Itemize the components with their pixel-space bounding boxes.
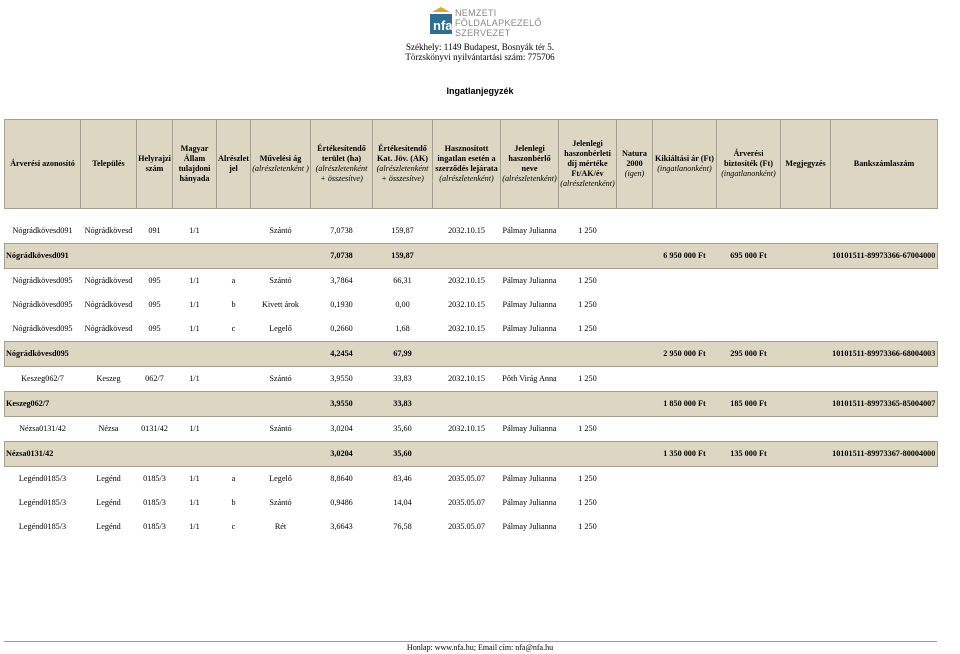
table-cell (717, 269, 781, 294)
table-cell: 159,87 (391, 226, 414, 235)
table-cell: 10101511-89973366-67004000 (831, 244, 938, 269)
table-cell: a (231, 276, 236, 285)
table-cell: 76,58 (393, 522, 412, 531)
table-cell: 1/1 (189, 522, 200, 531)
table-cell: 1/1 (189, 424, 200, 433)
table-cell (433, 442, 501, 467)
logo-line: SZERVEZET (455, 28, 511, 38)
table-header (5, 120, 938, 209)
table-cell: Pálmay Julianna (502, 226, 557, 235)
table-cell (501, 442, 559, 467)
table-cell (781, 244, 831, 269)
col-header: Értékesítendő terület (ha) (alrészletenként + összesítve) (311, 120, 373, 209)
table-cell: 095 (148, 300, 161, 309)
table-cell (433, 244, 501, 269)
table-cell: 1,68 (395, 324, 410, 333)
table-cell: 83,46 (393, 474, 412, 483)
table-cell (617, 293, 653, 317)
table-cell: Nógrádkövesd (84, 276, 133, 285)
table-cell: Nógrádkövesd095 (12, 300, 73, 309)
col-header: Helyrajzi szám (137, 120, 173, 209)
table-cell (653, 293, 717, 317)
table-row (5, 317, 938, 342)
table-cell (217, 219, 251, 244)
table-cell: Nézsa0131/42 (5, 442, 311, 467)
table-cell (831, 219, 938, 244)
table-cell: 0,2660 (330, 324, 353, 333)
table-cell: 0131/42 (141, 424, 168, 433)
property-table (4, 119, 938, 539)
table-cell: 1/1 (189, 474, 200, 483)
col-header: Árverési biztosíték (Ft) (ingatlanonként) (717, 120, 781, 209)
col-header: Megjegyzés (781, 120, 831, 209)
table-cell: Legénd (96, 522, 121, 531)
col-header: Jelenlegi haszonbérleti díj mértéke Ft/AK/év (alrészletenként) (559, 120, 617, 209)
table-cell: 0185/3 (143, 522, 166, 531)
table-cell (831, 317, 938, 342)
table-cell (653, 367, 717, 392)
table-body (5, 209, 938, 540)
table-cell: Nógrádkövesd (84, 226, 133, 235)
table-cell: 1 250 (578, 522, 597, 531)
table-cell (617, 467, 653, 492)
table-cell: Szántó (269, 276, 292, 285)
table-cell (831, 515, 938, 539)
table-cell: 0185/3 (143, 474, 166, 483)
table-cell: 1 250 (578, 226, 597, 235)
table-cell (653, 269, 717, 294)
table-cell: 8,8640 (330, 474, 353, 483)
table-cell: 2032.10.15 (448, 300, 485, 309)
table-cell: 2032.10.15 (448, 276, 485, 285)
table-cell (501, 392, 559, 417)
table-cell: Legelő (269, 324, 292, 333)
table-cell: 159,87 (373, 244, 433, 269)
table-cell: 1/1 (189, 324, 200, 333)
table-cell: b (231, 300, 236, 309)
table-cell: a (231, 474, 236, 483)
table-row (5, 219, 938, 244)
table-cell: 185 000 Ft (717, 392, 781, 417)
table-cell: 2032.10.15 (448, 374, 485, 383)
table-cell (617, 367, 653, 392)
summary-row (5, 342, 938, 367)
table-cell: Kivett árok (261, 300, 300, 309)
table-cell: Pálmay Julianna (502, 498, 557, 507)
col-header: Művelési ág (alrészletenként ) (251, 120, 311, 209)
table-cell: Szántó (269, 226, 292, 235)
table-cell (781, 269, 831, 294)
table-cell: Szántó (269, 424, 292, 433)
table-cell (617, 417, 653, 442)
col-header: Település (81, 120, 137, 209)
col-header: Értékesítendő Kat. Jöv. (AK) (alrészletenként + összesítve) (373, 120, 433, 209)
table-cell (653, 515, 717, 539)
table-cell (831, 417, 938, 442)
table-cell: 1 250 (578, 424, 597, 433)
table-cell: Legelő (269, 474, 292, 483)
table-cell: 35,60 (393, 424, 412, 433)
page-title: Ingatlanjegyzék (446, 86, 514, 96)
table-cell: 1 250 (578, 276, 597, 285)
table-cell (501, 244, 559, 269)
table-cell: 1/1 (189, 498, 200, 507)
table-cell (617, 244, 653, 269)
table-cell (717, 491, 781, 515)
table-cell: Pálmay Julianna (502, 424, 557, 433)
svg-text:nfa: nfa (433, 18, 453, 33)
logo-text (455, 8, 542, 38)
table-cell (717, 467, 781, 492)
table-cell: 66,31 (393, 276, 412, 285)
table-cell: 062/7 (145, 374, 164, 383)
table-cell (617, 342, 653, 367)
table-cell: 7,0738 (330, 226, 353, 235)
table-cell (717, 367, 781, 392)
table-cell: 1 250 (578, 498, 597, 507)
col-header: Bankszámlaszám (831, 120, 938, 209)
footer-divider (4, 641, 937, 642)
table-cell: 2 950 000 Ft (653, 342, 717, 367)
table-cell: 2035.05.07 (448, 522, 485, 531)
table-cell: Nézsa0131/42 (19, 424, 66, 433)
table-cell (831, 367, 938, 392)
table-cell: 1/1 (189, 226, 200, 235)
address: Székhely: 1149 Budapest, Bosnyák tér 5. (406, 42, 554, 52)
table-cell (781, 219, 831, 244)
table-cell: Pálmay Julianna (502, 276, 557, 285)
table-cell: 1 250 (578, 300, 597, 309)
table-cell: 0,9486 (330, 498, 353, 507)
table-cell (217, 417, 251, 442)
table-row (5, 417, 938, 442)
table-cell: Nógrádkövesd095 (12, 324, 73, 333)
table-cell: c (231, 324, 236, 333)
table-cell (781, 442, 831, 467)
table-cell: 10101511-89973366-68004003 (831, 342, 938, 367)
table-cell: 1/1 (189, 276, 200, 285)
table-cell (781, 417, 831, 442)
table-cell: 1/1 (189, 300, 200, 309)
table-cell (217, 367, 251, 392)
table-cell: Szántó (269, 498, 292, 507)
table-cell: 10101511-89973365-85004007 (831, 392, 938, 417)
footer-contact: Honlap: www.nfa.hu; Email cím: nfa@nfa.hu (406, 643, 554, 652)
table-row (5, 367, 938, 392)
table-cell: 095 (148, 324, 161, 333)
table-cell: 6 950 000 Ft (653, 244, 717, 269)
table-row (5, 293, 938, 317)
table-cell: Legénd0185/3 (18, 474, 67, 483)
table-cell (617, 317, 653, 342)
table-cell: 0185/3 (143, 498, 166, 507)
table-cell: 3,7864 (330, 276, 353, 285)
table-cell: 3,9550 (311, 392, 373, 417)
table-cell: 1 350 000 Ft (653, 442, 717, 467)
table-cell (653, 467, 717, 492)
table-cell: b (231, 498, 236, 507)
logo-line: NEMZETI (455, 8, 497, 18)
table-cell: 3,6643 (330, 522, 353, 531)
table-cell: 35,60 (373, 442, 433, 467)
table-cell: Keszeg062/7 (5, 392, 311, 417)
table-cell: Pálmay Julianna (502, 474, 557, 483)
col-header: Alrészlet jel (217, 120, 251, 209)
table-cell: 695 000 Ft (717, 244, 781, 269)
table-cell: 091 (148, 226, 161, 235)
table-cell: 1 250 (578, 474, 597, 483)
table-cell (617, 392, 653, 417)
table-cell: Legénd (96, 474, 121, 483)
summary-row (5, 442, 938, 467)
table-cell (617, 491, 653, 515)
col-header: Jelenlegi haszonbérlő neve (alrészletenként) (501, 120, 559, 209)
table-cell (781, 515, 831, 539)
table-cell: Nógrádkövesd095 (5, 342, 311, 367)
table-cell (653, 317, 717, 342)
table-cell: Pőth Virág Anna (502, 374, 557, 383)
table-cell (717, 417, 781, 442)
table-cell (831, 293, 938, 317)
table-cell: 1 250 (578, 374, 597, 383)
table-cell: Keszeg (96, 374, 121, 383)
table-cell (831, 269, 938, 294)
table-cell: 33,83 (393, 374, 412, 383)
table-cell (717, 219, 781, 244)
table-cell (781, 367, 831, 392)
table-cell: Rét (274, 522, 287, 531)
row-spacer (5, 209, 938, 220)
table-cell: 10101511-89973367-80004000 (831, 442, 938, 467)
table-cell (653, 219, 717, 244)
table-row (5, 491, 938, 515)
table-cell: 2032.10.15 (448, 226, 485, 235)
table-cell (433, 392, 501, 417)
table-cell: 0,00 (395, 300, 410, 309)
table-cell (617, 442, 653, 467)
table-cell (717, 293, 781, 317)
table-cell (559, 342, 617, 367)
table-cell: 14,04 (393, 498, 412, 507)
table-cell: 2032.10.15 (448, 424, 485, 433)
table-cell (831, 467, 938, 492)
col-header: Natura 2000 (igen) (617, 120, 653, 209)
table-cell (781, 467, 831, 492)
col-header: Hasznosított ingatlan esetén a szerződés lejárata (alrészletenként) (433, 120, 501, 209)
table-cell: Legénd (96, 498, 121, 507)
table-cell (433, 342, 501, 367)
table-cell (617, 515, 653, 539)
table-cell: Keszeg062/7 (21, 374, 64, 383)
table-cell: Nógrádkövesd091 (5, 244, 311, 269)
table-cell: Nógrádkövesd (84, 324, 133, 333)
table-cell (617, 219, 653, 244)
col-header: Magyar Állam tulajdoni hányada (173, 120, 217, 209)
table-cell (781, 491, 831, 515)
table-row (5, 269, 938, 294)
table-cell (501, 342, 559, 367)
table-cell (559, 392, 617, 417)
table-cell (781, 293, 831, 317)
table-cell: Pálmay Julianna (502, 324, 557, 333)
table-cell: 3,0204 (311, 442, 373, 467)
table-cell: 3,9550 (330, 374, 353, 383)
table-cell (717, 317, 781, 342)
table-cell: 2035.05.07 (448, 474, 485, 483)
table-cell: 3,0204 (330, 424, 353, 433)
table-cell: 33,83 (373, 392, 433, 417)
table-cell (559, 442, 617, 467)
summary-row (5, 244, 938, 269)
table-cell: Nézsa (98, 424, 119, 433)
table-cell: Pálmay Julianna (502, 300, 557, 309)
table-cell: Legénd0185/3 (18, 498, 67, 507)
col-header: Kikiáltási ár (Ft) (ingatlanonként) (653, 120, 717, 209)
table-cell: 135 000 Ft (717, 442, 781, 467)
table-cell: 1/1 (189, 374, 200, 383)
table-cell (781, 317, 831, 342)
table-cell: 1 850 000 Ft (653, 392, 717, 417)
table-cell (717, 515, 781, 539)
table-cell (781, 392, 831, 417)
table-cell: 2035.05.07 (448, 498, 485, 507)
table-cell: 1 250 (578, 324, 597, 333)
summary-row (5, 392, 938, 417)
col-header: Árverési azonosító (5, 120, 81, 209)
table-cell (781, 342, 831, 367)
logo-line: FÖLDALAPKEZELŐ (455, 18, 542, 28)
table-cell: 0,1930 (330, 300, 353, 309)
table-cell: 095 (148, 276, 161, 285)
table-cell: 2032.10.15 (448, 324, 485, 333)
table-cell: 4,2454 (311, 342, 373, 367)
table-cell: c (231, 522, 236, 531)
table-cell: Nógrádkövesd (84, 300, 133, 309)
table-cell: Pálmay Julianna (502, 522, 557, 531)
table-cell: Nógrádkövesd095 (12, 276, 73, 285)
table-cell (653, 491, 717, 515)
table-cell (831, 491, 938, 515)
table-cell: Nógrádkövesd091 (12, 226, 73, 235)
table-cell: 7,0738 (311, 244, 373, 269)
table-cell (559, 244, 617, 269)
table-cell: 67,99 (373, 342, 433, 367)
registry-number: Törzskönyvi nyilvántartási szám: 775706 (405, 52, 555, 62)
table-cell (653, 417, 717, 442)
table-cell: Legénd0185/3 (18, 522, 67, 531)
table-cell: Szántó (269, 374, 292, 383)
table-cell (617, 269, 653, 294)
table-row (5, 467, 938, 492)
table-row (5, 515, 938, 539)
table-cell: 295 000 Ft (717, 342, 781, 367)
